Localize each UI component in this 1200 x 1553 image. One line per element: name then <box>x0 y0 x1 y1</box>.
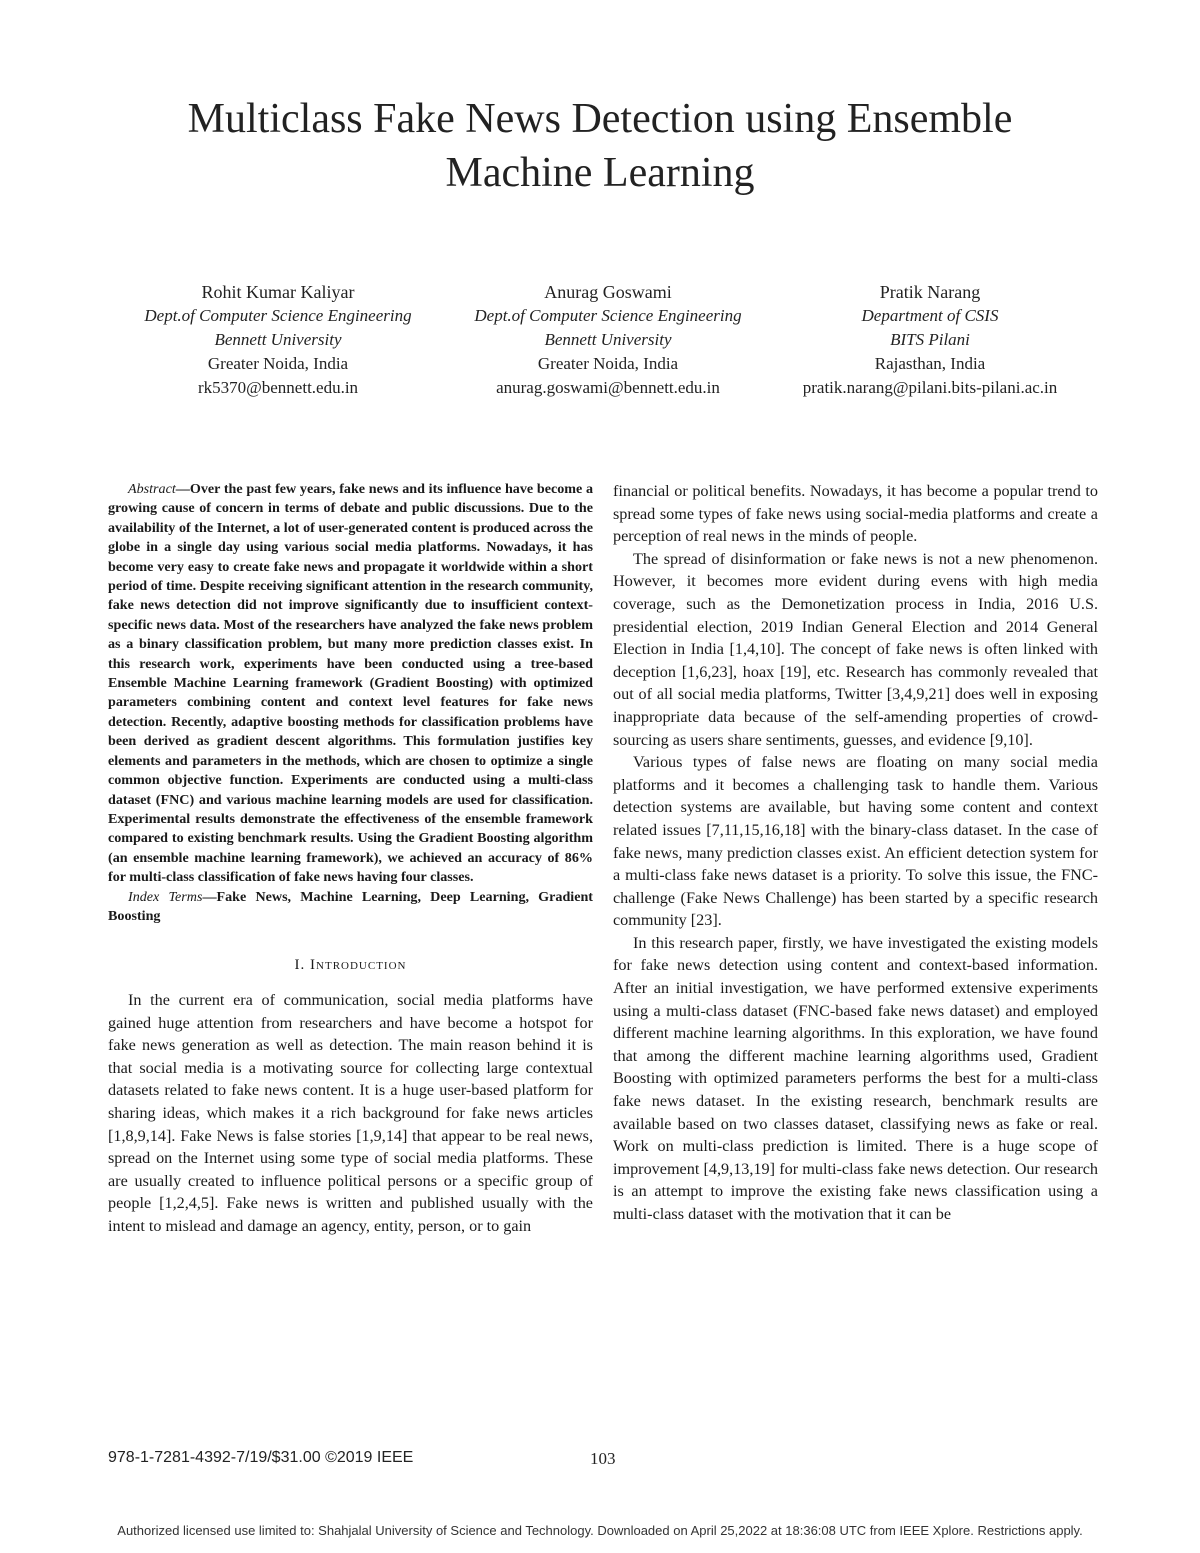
right-paragraph-4: In this research paper, firstly, we have investigated the existing models for fake news detection using content and context-based information. After an initial investigation, we have performed extensive experiments using a multi-class dataset (FNC-based fake news dataset) and employed different machine learning algorithms. In this exploration, we have found that among the different machine learning algorithms used, Gradient Boosting with optimized parameters performs the best for a multi-class fake news dataset. In the existing research, benchmark results are available based on two classes dataset, classifying news as fake or real. Work on multi-class prediction is limited. There is a huge scope of improvement [4,9,13,19] for multi-class fake news detection. Our research is an attempt to improve the existing fake news classification using a multi-class dataset with the motivation that it can be <box>613 933 1098 1223</box>
author-location: Greater Noida, India <box>207 354 349 373</box>
section-heading-introduction <box>108 954 593 977</box>
abstract <box>108 480 593 888</box>
author-location: Rajasthan, India <box>874 354 986 373</box>
author-name: Pratik Narang <box>879 282 981 302</box>
paper-title <box>100 92 1100 200</box>
author-dept: Dept.of Computer Science Engineering <box>144 306 412 325</box>
author-block-2 <box>448 280 768 400</box>
right-paragraph-3: Various types of false news are floating on many social media platforms and it becomes a challenging task to handle them. Various detection systems are available, but having some content and context related issues [7,11,15,16,18] with the binary-class dataset. In the case of fake news, many prediction classes exist. An efficient detection system for a multi-class fake news dataset is a priority. To solve this issue, the FNC-challenge (Fake News Challenge) has been started by a specific research community [23]. <box>613 753 1098 930</box>
author-univ: BITS Pilani <box>890 330 970 349</box>
section-title: Introduction <box>310 957 407 974</box>
left-paragraph-1: In the current era of communication, social media platforms have gained huge attention from researchers and have become a hotspot for fake news generation as well as detection. The main reason behind it is that social media is a motivating source for collecting large contextual datasets related to fake news content. It is a huge user-based platform for sharing ideas, which makes it a rich background for fake news articles [1,8,9,14]. Fake News is false stories [1,9,14] that appear to be real news, spread on the Internet using some type of social media platforms. These are usually created to influence political persons or a specific group of people [1,2,4,5]. Fake news is written and published usually with the intent to mislead and damage an agency, entity, person, or to gain <box>108 990 593 1235</box>
author-name: Anurag Goswami <box>544 282 672 302</box>
author-email: rk5370@bennett.edu.in <box>197 378 359 397</box>
page-number: 103 <box>590 1449 616 1468</box>
title-line-2: Machine Learning <box>445 150 755 196</box>
author-email: pratik.narang@pilani.bits-pilani.ac.in <box>802 378 1058 397</box>
license-notice: Authorized licensed use limited to: Shahjalal University of Science and Technology. Downloaded on April 25,2022 at 18:36:08 UTC from IEEE Xplore. Restrictions apply. <box>117 1523 1083 1538</box>
index-terms-text: —Fake News, Machine Learning, Deep Learning, Gradient Boosting <box>108 888 593 924</box>
author-univ: Bennett University <box>544 330 672 349</box>
right-column <box>613 480 1098 1226</box>
author-dept: Department of CSIS <box>861 306 999 325</box>
section-number: I. <box>294 957 306 974</box>
author-dept: Dept.of Computer Science Engineering <box>474 306 742 325</box>
author-block-1 <box>118 280 438 400</box>
right-paragraph-2: The spread of disinformation or fake news is not a new phenomenon. However, it becomes more evident during evens with high media coverage, such as the Demonetization process in India, 2016 U.S. presidential election, 2019 Indian General Election and 2014 General Election in India [1,4,10]. The concept of fake news is often linked with deception [1,6,23], hoax [19], etc. Research has commonly revealed that out of all social media platforms, Twitter [3,4,9,21] does well in exposing inappropriate data because of the self-amending properties of crowd-sourcing as users share sentiments, guesses, and evidence [9,10]. <box>613 549 1098 749</box>
title-line-1: Multiclass Fake News Detection using Ensemble <box>187 96 1013 142</box>
author-name: Rohit Kumar Kaliyar <box>201 282 355 302</box>
author-block-3 <box>765 280 1095 400</box>
index-terms <box>108 888 593 927</box>
author-univ: Bennett University <box>214 330 342 349</box>
left-column <box>108 480 593 1237</box>
abstract-label: Abstract <box>128 481 176 497</box>
author-email: anurag.goswami@bennett.edu.in <box>496 378 720 397</box>
right-paragraph-1: financial or political benefits. Nowadays, it has become a popular trend to spread some types of fake news using social-media platforms and create a perception of real news in the minds of people. <box>613 482 1098 546</box>
index-terms-label: Index Terms <box>128 888 203 905</box>
author-location: Greater Noida, India <box>537 354 679 373</box>
abstract-text: —Over the past few years, fake news and its influence have become a growing cause of concern in terms of debate and public discussions. Due to the availability of the Internet, a lot of user-generated content is produced across the globe in a single day using various social media platforms. Nowadays, it has become very easy to create fake news and propagate it worldwide within a short period of time. Despite receiving significant attention in the research community, fake news detection did not improve significantly due to insufficient context-specific news data. Most of the researchers have analyzed the fake news problem as a binary classification problem, but many more prediction classes exist. In this research work, experiments have been conducted using a tree-based Ensemble Machine Learning framework (Gradient Boosting) with optimized parameters combining content and context level features for fake news detection. Recently, adaptive boosting methods for classification problems have been derived as gradient descent algorithms. This formulation justifies key elements and parameters in the methods, which are chosen to optimize a single common objective function. Experiments are conducted using a multi-class dataset (FNC) and various machine learning models are used for classification. Experimental results demonstrate the effectiveness of the ensemble framework compared to existing benchmark results. Using the Gradient Boosting algorithm (an ensemble machine learning framework), we achieved an accuracy of 86% for multi-class classification of fake news having four classes. <box>108 481 593 886</box>
footer-isbn: 978-1-7281-4392-7/19/$31.00 ©2019 IEEE <box>108 1449 414 1466</box>
